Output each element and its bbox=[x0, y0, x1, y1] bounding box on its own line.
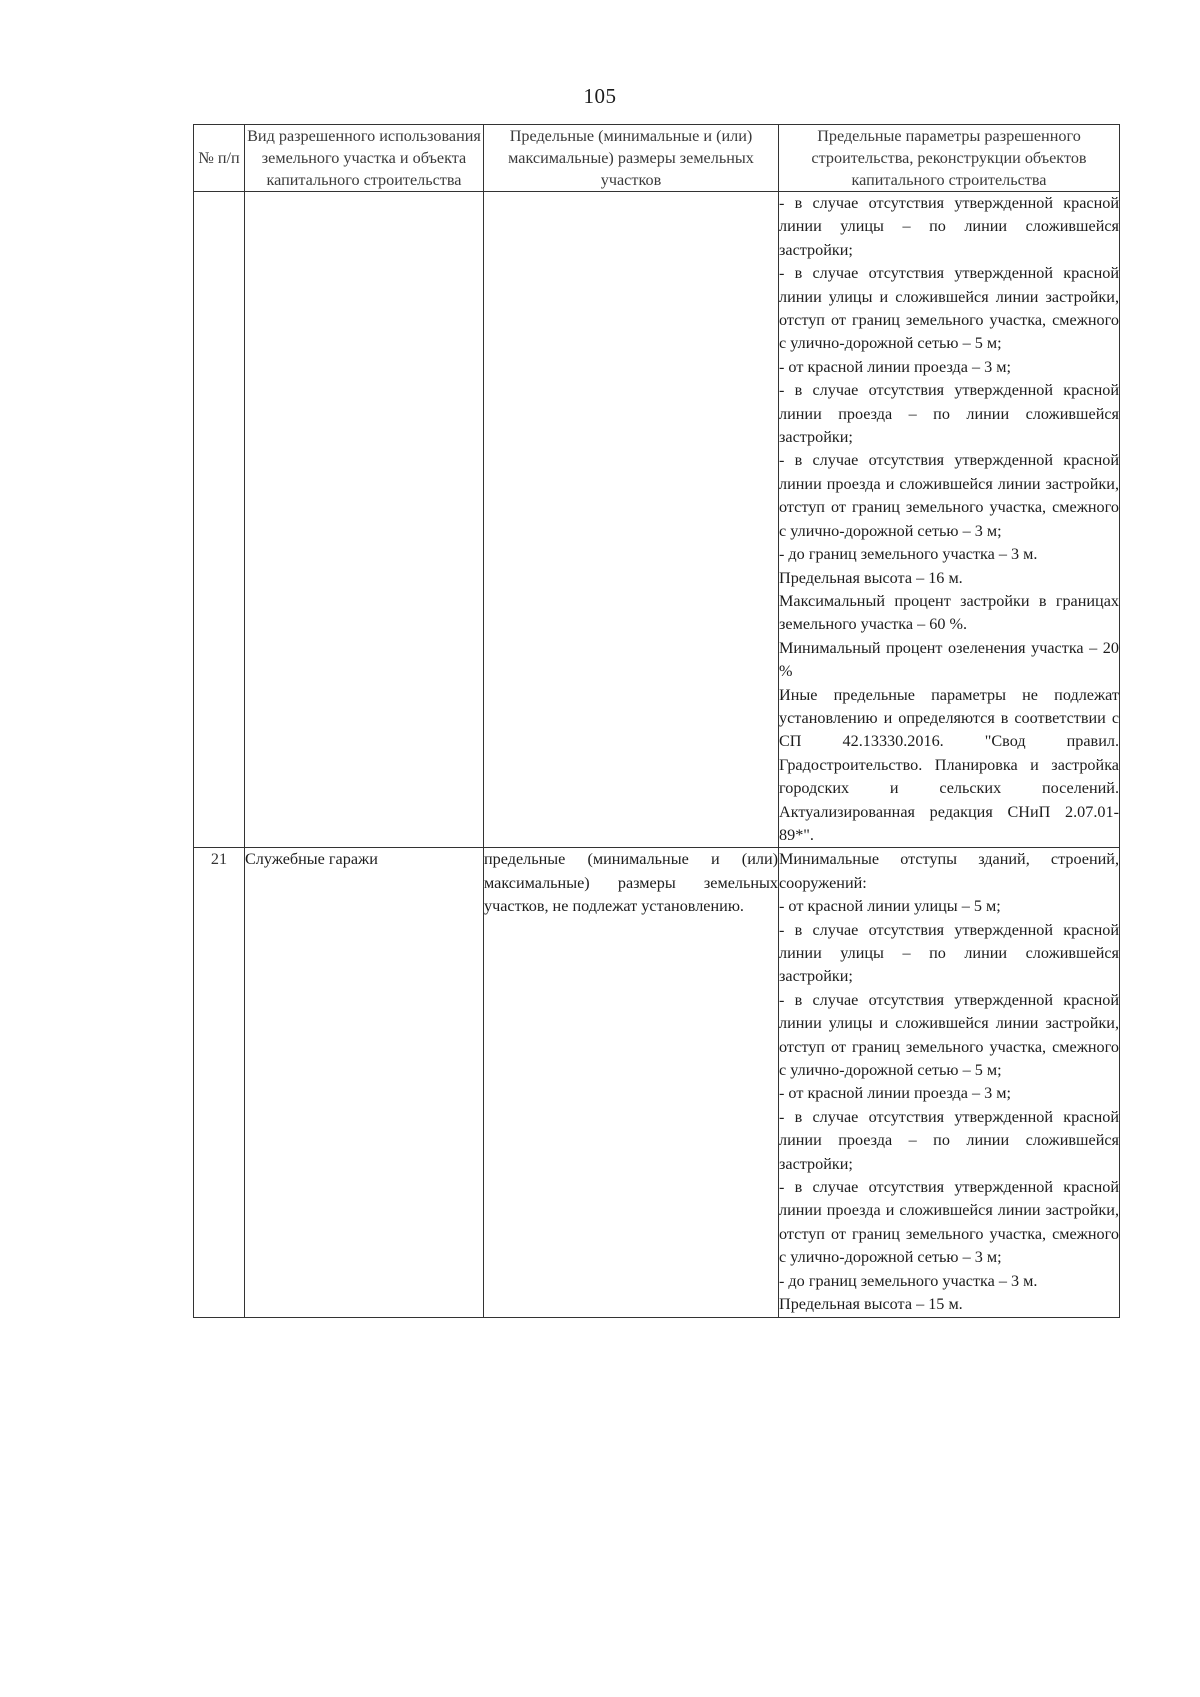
param-line: - от красной линии проезда – 3 м; bbox=[779, 1084, 1012, 1103]
header-kind: Вид разрешенного использования земельного участка и объекта капитального строительства bbox=[245, 125, 484, 192]
param-line: - до границ земельного участка – 3 м. bbox=[779, 545, 1038, 564]
row-kind bbox=[245, 192, 484, 848]
param-line: - в случае отсутствия утвержденной красной линии улицы и сложившейся линии застройки, отступ от границ земельного участка, смежного с улично-дорожной сетью – 5 м; bbox=[779, 264, 1119, 353]
param-line: - от красной линии проезда – 3 м; bbox=[779, 357, 1012, 376]
param-line: - в случае отсутствия утвержденной красной линии улицы и сложившейся линии застройки, отступ от границ земельного участка, смежного с улично-дорожной сетью – 5 м; bbox=[779, 990, 1119, 1080]
param-line: Максимальный процент застройки в границах земельного участка – 60 %. bbox=[779, 591, 1119, 634]
table-row bbox=[194, 848, 1120, 1317]
row-number: 21 bbox=[194, 848, 245, 1317]
param-line: Минимальные отступы зданий, строений, сооружений: bbox=[779, 850, 1119, 892]
param-line: - в случае отсутствия утвержденной красной линии проезда и сложившейся линии застройки, отступ от границ земельного участка, смежного с улично-дорожной сетью – 3 м; bbox=[779, 451, 1119, 540]
header-sizes: Предельные (минимальные и (или) максимальные) размеры земельных участков bbox=[484, 125, 779, 192]
param-line: Предельная высота – 16 м. bbox=[779, 568, 963, 587]
param-line: - до границ земельного участка – 3 м. bbox=[779, 1271, 1038, 1290]
row-number bbox=[194, 192, 245, 848]
param-line: Минимальный процент озеленения участка – 20 % bbox=[779, 638, 1119, 681]
row-sizes: предельные (минимальные и (или) максимальные) размеры земельных участков, не подлежат установлению. bbox=[484, 848, 779, 1317]
param-line: - в случае отсутствия утвержденной красной линии проезда – по линии сложившейся застройки; bbox=[779, 381, 1119, 447]
row-params bbox=[779, 192, 1120, 848]
param-line: - в случае отсутствия утвержденной красной линии проезда и сложившейся линии застройки, отступ от границ земельного участка, смежного с улично-дорожной сетью – 3 м; bbox=[779, 1178, 1119, 1267]
header-params: Предельные параметры разрешенного строительства, реконструкции объектов капитального строительства bbox=[779, 125, 1120, 192]
page-number: 105 bbox=[583, 84, 617, 108]
row-sizes bbox=[484, 192, 779, 848]
param-line: - в случае отсутствия утвержденной красной линии улицы – по линии сложившейся застройки; bbox=[779, 920, 1119, 986]
row-kind: Служебные гаражи bbox=[245, 848, 484, 1317]
row-params bbox=[779, 848, 1120, 1317]
table-row bbox=[194, 192, 1120, 848]
regulations-table bbox=[193, 124, 1120, 1318]
header-number: № п/п bbox=[194, 125, 245, 192]
param-line: - в случае отсутствия утвержденной красной линии улицы – по линии сложившейся застройки; bbox=[779, 194, 1119, 259]
table-header-row bbox=[194, 125, 1120, 192]
param-line: Иные предельные параметры не подлежат установлению и определяются в соответствии с СП 42.13330.2016. "Свод правил. Градостроительство. Планировка и застройка городских и сельских поселений. Актуализированная редакция СНиП 2.07.01-89*". bbox=[779, 685, 1119, 844]
param-line: - в случае отсутствия утвержденной красной линии проезда – по линии сложившейся застройки; bbox=[779, 1107, 1119, 1173]
param-line: Предельная высота – 15 м. bbox=[779, 1295, 963, 1314]
param-line: - от красной линии улицы – 5 м; bbox=[779, 897, 1001, 916]
